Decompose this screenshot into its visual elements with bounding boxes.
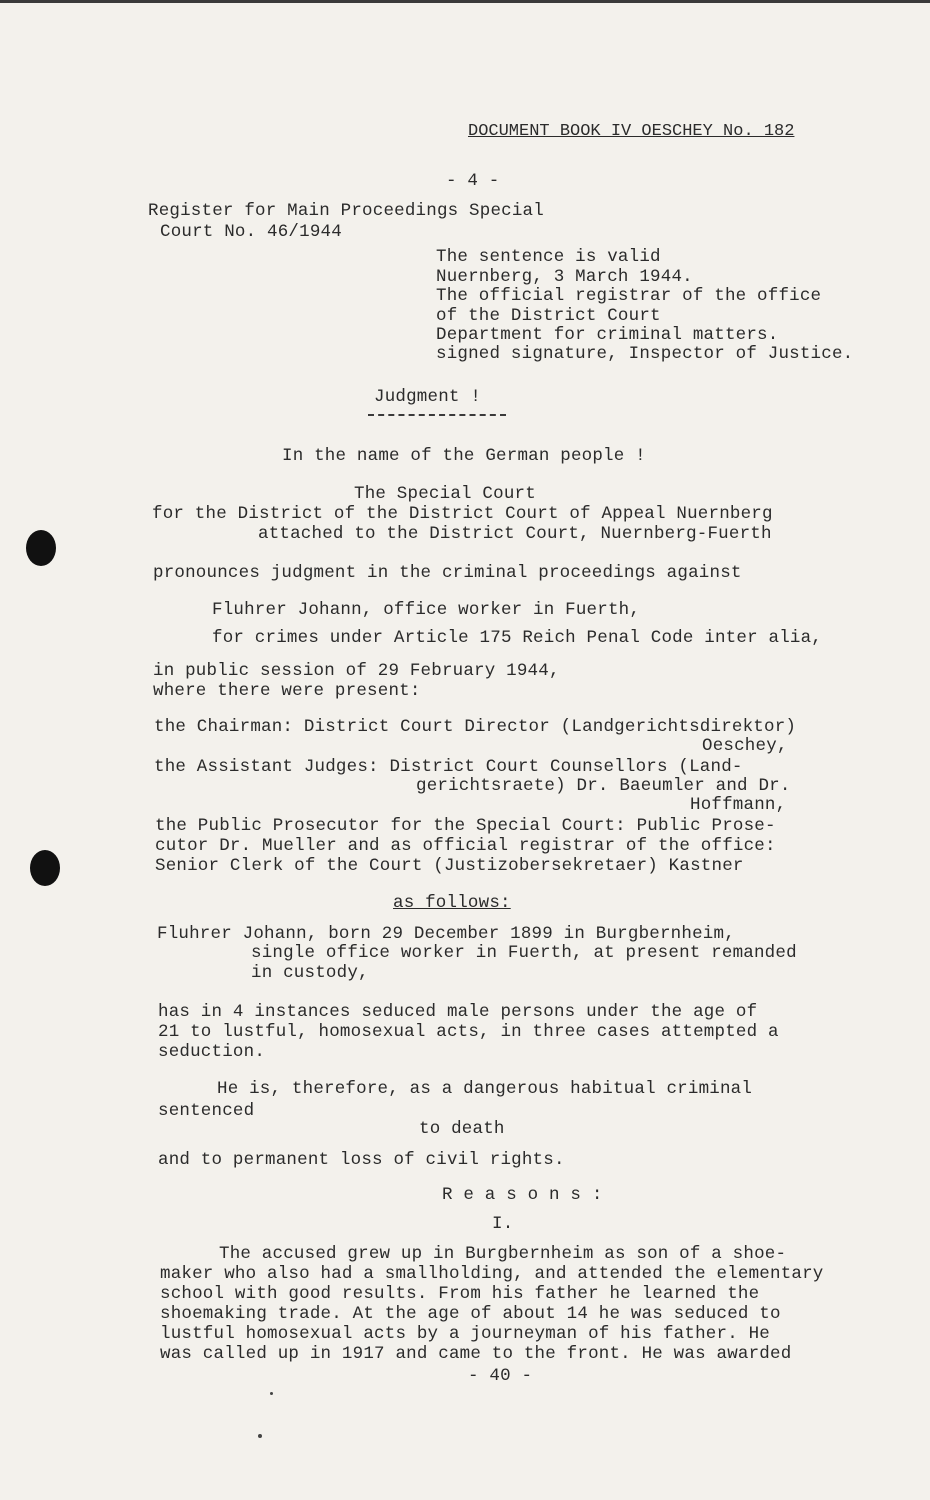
offense-line-2: 21 to lustful, homosexual acts, in three cases attempted a xyxy=(158,1022,779,1042)
court-line-3: attached to the District Court, Nuernberg-Fuerth xyxy=(258,524,772,544)
sentence-line-4: and to permanent loss of civil rights. xyxy=(158,1150,565,1170)
reasons-title: R e a s o n s : xyxy=(442,1185,603,1205)
page-number-bottom: - 40 - xyxy=(468,1366,533,1386)
validity-line-3: The official registrar of the office xyxy=(436,286,822,306)
page-top-edge xyxy=(0,0,930,3)
document-header: DOCUMENT BOOK IV OESCHEY No. 182 xyxy=(468,122,795,141)
prosecutor-line-3: Senior Clerk of the Court (Justizobersekretaer) Kastner xyxy=(155,856,744,876)
defendant-line-2: single office worker in Fuerth, at present remanded xyxy=(251,943,797,963)
reasons-line-4: shoemaking trade. At the age of about 14 he was seduced to xyxy=(160,1304,781,1324)
reasons-line-5: lustful homosexual acts by a journeyman of his father. He xyxy=(160,1324,770,1344)
title-dashed-rule xyxy=(368,414,506,416)
assistant-judges-line-2: gerichtsraete) Dr. Baeumler and Dr. xyxy=(416,776,791,796)
reasons-line-6: was called up in 1917 and came to the front. He was awarded xyxy=(160,1344,792,1364)
court-line-2: for the District of the District Court of Appeal Nuernberg xyxy=(152,504,773,524)
prosecutor-line-2: cutor Dr. Mueller and as official registrar of the office: xyxy=(155,836,776,856)
offense-line-1: has in 4 instances seduced male persons under the age of xyxy=(158,1002,758,1022)
session-line-1: in public session of 29 February 1944, xyxy=(153,661,560,681)
prosecutor-line-1: the Public Prosecutor for the Special Court: Public Prose- xyxy=(155,816,776,836)
session-line-2: where there were present: xyxy=(153,681,421,701)
defendant-line-3: in custody, xyxy=(251,963,369,983)
validity-line-2: Nuernberg, 3 March 1944. xyxy=(436,267,693,287)
chairman-line-2: Oeschey, xyxy=(702,736,788,756)
assistant-judges-line-3: Hoffmann, xyxy=(690,795,787,815)
validity-line-6: signed signature, Inspector of Justice. xyxy=(436,344,854,364)
pronounces-line: pronounces judgment in the criminal proceedings against xyxy=(153,563,742,583)
punch-hole-upper xyxy=(26,530,56,566)
punch-hole-lower xyxy=(30,850,60,886)
validity-line-1: The sentence is valid xyxy=(436,247,661,267)
reasons-line-3: school with good results. From his father he learned the xyxy=(160,1284,760,1304)
sentence-line-1: He is, therefore, as a dangerous habitual criminal xyxy=(217,1079,753,1099)
reasons-line-2: maker who also had a smallholding, and attended the elementary xyxy=(160,1264,824,1284)
offense-line-3: seduction. xyxy=(158,1042,266,1062)
accused-line-1: Fluhrer Johann, office worker in Fuerth, xyxy=(212,600,641,620)
sentence-line-3: to death xyxy=(419,1119,505,1139)
page-number-top: - 4 - xyxy=(446,171,500,191)
accused-line-2: for crimes under Article 175 Reich Penal Code inter alia, xyxy=(212,628,822,648)
assistant-judges-line-1: the Assistant Judges: District Court Counsellors (Land- xyxy=(154,757,743,777)
invocation: In the name of the German people ! xyxy=(282,446,646,466)
register-line-2: Court No. 46/1944 xyxy=(160,222,342,242)
as-follows: as follows: xyxy=(393,893,511,913)
register-line-1: Register for Main Proceedings Special xyxy=(148,201,544,221)
reasons-line-1: The accused grew up in Burgbernheim as son of a shoe- xyxy=(219,1244,787,1264)
validity-line-5: Department for criminal matters. xyxy=(436,325,779,345)
chairman-line-1: the Chairman: District Court Director (Landgerichtsdirektor) xyxy=(154,717,797,737)
judgment-title: Judgment ! xyxy=(374,387,482,407)
sentence-line-2: sentenced xyxy=(158,1101,255,1121)
defendant-line-1: Fluhrer Johann, born 29 December 1899 in Burgbernheim, xyxy=(157,924,735,944)
section-roman-numeral: I. xyxy=(492,1214,514,1234)
paper-speck xyxy=(270,1392,273,1395)
validity-line-4: of the District Court xyxy=(436,306,661,326)
paper-speck xyxy=(258,1434,262,1438)
court-line-1: The Special Court xyxy=(354,484,536,504)
